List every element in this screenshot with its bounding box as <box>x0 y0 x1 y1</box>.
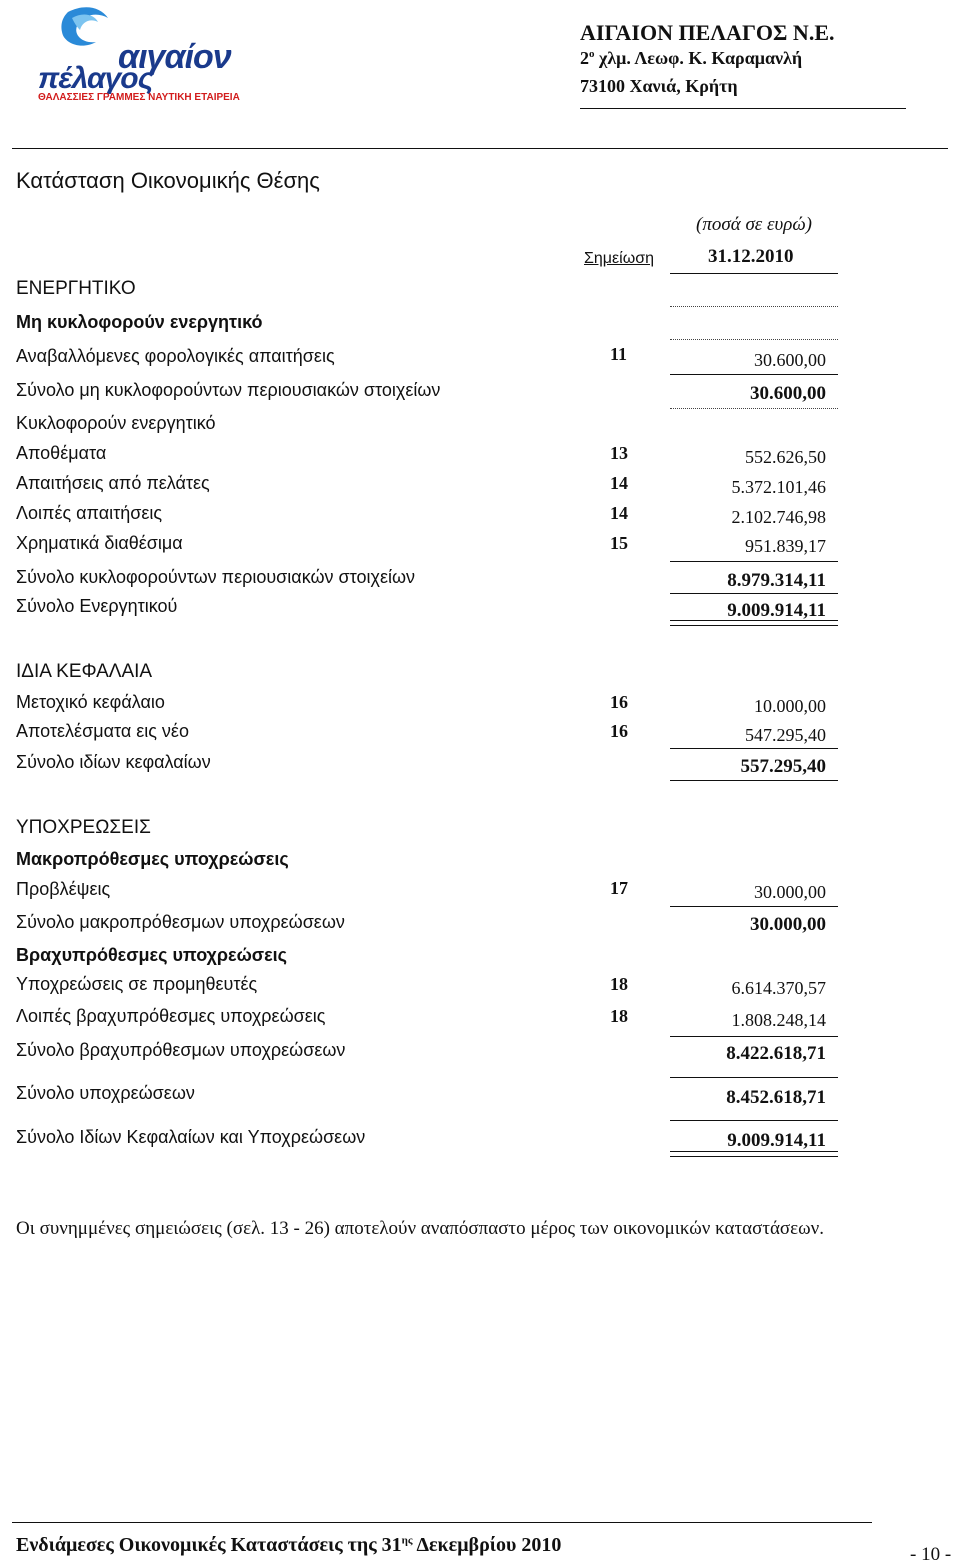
assets-heading: ΕΝΕΡΓΗΤΙΚΟ <box>16 278 136 299</box>
inventory-label: Αποθέματα <box>16 443 107 463</box>
noncurrent-total-value: 30.600,00 <box>750 383 826 404</box>
share-capital-value: 10.000,00 <box>754 696 826 716</box>
shortterm-liabilities-heading: Βραχυπρόθεσμες υποχρεώσεις <box>16 945 288 965</box>
subtotal-rule <box>670 748 838 749</box>
dotted-rule <box>670 306 838 307</box>
other-shortterm-note: 18 <box>610 1006 628 1026</box>
dotted-rule <box>670 339 838 340</box>
suppliers-note: 18 <box>610 974 628 994</box>
share-capital-note: 16 <box>610 692 628 712</box>
statement-title: Κατάσταση Οικονομικής Θέσης <box>16 168 320 193</box>
note-column-header: Σημείωση <box>584 250 654 267</box>
shortterm-total-value: 8.422.618,71 <box>726 1043 826 1064</box>
current-total-label: Σύνολο κυκλοφορούντων περιουσιακών στοιχείων <box>16 567 416 587</box>
address-sup: ο <box>589 48 595 60</box>
subtotal-rule <box>670 780 838 781</box>
receivables-note: 14 <box>610 473 628 493</box>
liabilities-heading: ΥΠΟΧΡΕΩΣΕΙΣ <box>16 817 151 838</box>
noncurrent-assets-heading: Μη κυκλοφορούν ενεργητικό <box>16 312 263 332</box>
equity-heading: ΙΔΙΑ ΚΕΦΑΛΑΙΑ <box>16 661 153 682</box>
provisions-label: Προβλέψεις <box>16 879 111 899</box>
subtotal-rule <box>670 374 838 375</box>
inventory-value: 552.626,50 <box>745 447 826 467</box>
current-assets-heading: Κυκλοφορούν ενεργητικό <box>16 413 216 433</box>
cash-note: 15 <box>610 533 628 553</box>
logo-tagline: ΘΑΛΑΣΣΙΕΣ ΓΡΑΜΜΕΣ ΝΑΥΤΙΚΗ ΕΤΑΙΡΕΙΑ <box>38 92 240 103</box>
footer-text <box>16 1534 561 1557</box>
longterm-total-label: Σύνολο μακροπρόθεσμων υποχρεώσεων <box>16 912 345 932</box>
company-name: ΑΙΓΑΙΟΝ ΠΕΛΑΓΟΣ Ν.Ε. <box>580 20 835 45</box>
receivables-value: 5.372.101,46 <box>731 477 826 497</box>
company-logo <box>38 4 268 104</box>
subtotal-rule <box>670 593 838 594</box>
other-shortterm-value: 1.808.248,14 <box>731 1010 826 1030</box>
grand-total-value: 9.009.914,11 <box>727 1130 826 1151</box>
footnote: Οι συνημμένες σημειώσεις (σελ. 13 - 26) αποτελούν αναπόσπαστο μέρος των οικονομικών καταστάσεων. <box>16 1218 824 1239</box>
receivables-label: Απαιτήσεις από πελάτες <box>16 473 210 493</box>
suppliers-label: Υποχρεώσεις σε προμηθευτές <box>16 974 258 994</box>
subtotal-rule <box>670 561 838 562</box>
page-number: - 10 - <box>910 1544 952 1565</box>
provisions-note: 17 <box>610 878 628 898</box>
share-capital-label: Μετοχικό κεφάλαιο <box>16 692 165 712</box>
date-header-rule <box>670 273 838 274</box>
grand-total-label: Σύνολο Ιδίων Κεφαλαίων και Υποχρεώσεων <box>16 1127 366 1147</box>
address-km: 2 <box>580 48 589 68</box>
liabilities-total-label: Σύνολο υποχρεώσεων <box>16 1083 195 1103</box>
header-divider <box>580 108 906 109</box>
cash-label: Χρηματικά διαθέσιμα <box>16 533 183 553</box>
assets-total-label: Σύνολο Ενεργητικού <box>16 596 178 616</box>
retained-earnings-note: 16 <box>610 721 628 741</box>
other-receivables-label: Λοιπές απαιτήσεις <box>16 503 163 523</box>
other-shortterm-label: Λοιπές βραχυπρόθεσμες υποχρεώσεις <box>16 1006 326 1026</box>
total-double-rule <box>670 1151 838 1157</box>
total-double-rule <box>670 620 838 626</box>
inventory-note: 13 <box>610 443 628 463</box>
deferred-tax-label: Αναβαλλόμενες φορολογικές απαιτήσεις <box>16 346 335 366</box>
current-total-value: 8.979.314,11 <box>727 570 826 591</box>
deferred-tax-value: 30.600,00 <box>754 350 826 370</box>
currency-units: (ποσά σε ευρώ) <box>696 214 812 235</box>
footer-text-end: Δεκεμβρίου 2010 <box>412 1534 562 1556</box>
company-city: 73100 Χανιά, Κρήτη <box>580 76 738 96</box>
longterm-liabilities-heading: Μακροπρόθεσμες υποχρεώσεις <box>16 849 289 869</box>
subtotal-rule <box>670 1120 838 1121</box>
equity-total-value: 557.295,40 <box>740 756 826 777</box>
footer-text-start: Ενδιάμεσες Οικονομικές Καταστάσεις της 31 <box>16 1534 402 1556</box>
deferred-tax-note: 11 <box>610 344 628 364</box>
dotted-rule <box>670 408 838 409</box>
date-column-header: 31.12.2010 <box>708 246 794 267</box>
company-address <box>580 48 802 69</box>
footer-divider <box>12 1522 872 1523</box>
logo-text-line1: αιγαίον <box>118 38 231 76</box>
liabilities-total-value: 8.452.618,71 <box>726 1087 826 1108</box>
provisions-value: 30.000,00 <box>754 882 826 902</box>
wave-logo-icon <box>38 4 128 64</box>
longterm-total-value: 30.000,00 <box>750 914 826 935</box>
page-divider <box>12 148 948 149</box>
subtotal-rule <box>670 1036 838 1037</box>
retained-earnings-value: 547.295,40 <box>745 725 826 745</box>
noncurrent-total-label: Σύνολο μη κυκλοφορούντων περιουσιακών στοιχείων <box>16 380 441 400</box>
subtotal-rule <box>670 906 838 907</box>
other-receivables-note: 14 <box>610 503 628 523</box>
retained-earnings-label: Αποτελέσματα εις νέο <box>16 721 189 741</box>
cash-value: 951.839,17 <box>745 536 826 556</box>
address-street: χλμ. Λεωφ. Κ. Καραμανλή <box>594 48 803 68</box>
logo-text-line2: πέλαγος <box>38 62 153 95</box>
footer-text-sup: ης <box>401 1534 413 1547</box>
subtotal-rule <box>670 1077 838 1078</box>
other-receivables-value: 2.102.746,98 <box>731 507 826 527</box>
suppliers-value: 6.614.370,57 <box>731 978 826 998</box>
assets-total-value: 9.009.914,11 <box>727 600 826 621</box>
equity-total-label: Σύνολο ιδίων κεφαλαίων <box>16 752 211 772</box>
shortterm-total-label: Σύνολο βραχυπρόθεσμων υποχρεώσεων <box>16 1040 346 1060</box>
